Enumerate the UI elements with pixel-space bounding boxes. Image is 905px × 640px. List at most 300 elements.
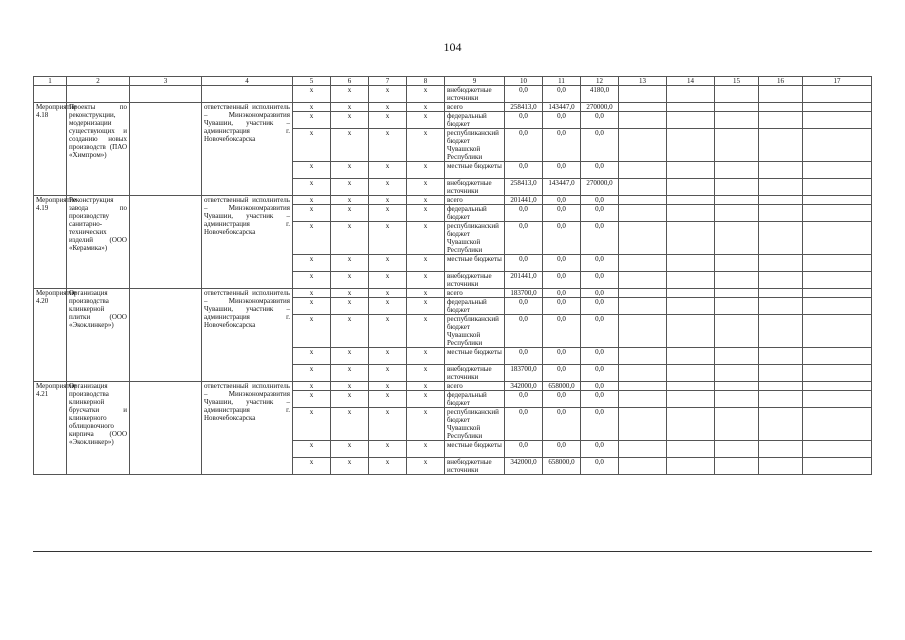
cell-x: х	[331, 86, 369, 103]
funding-source: всего	[445, 196, 505, 205]
empty-cell	[759, 103, 803, 112]
cell-x: х	[293, 458, 331, 475]
value-col11: 0,0	[543, 196, 581, 205]
empty-cell	[759, 298, 803, 315]
cell-x: х	[331, 382, 369, 391]
col-header-11: 11	[543, 77, 581, 86]
cell-x: х	[407, 315, 445, 348]
continued-row	[34, 86, 872, 103]
col-header-13: 13	[619, 77, 667, 86]
empty-cell	[803, 196, 872, 205]
cell-x: х	[407, 205, 445, 222]
empty-cell	[619, 255, 667, 272]
empty-cell	[715, 255, 759, 272]
col-header-10: 10	[505, 77, 543, 86]
empty-cell	[667, 408, 715, 441]
value-col11: 658000,0	[543, 382, 581, 391]
cell-x: х	[293, 391, 331, 408]
value-col12: 0,0	[581, 205, 619, 222]
cell-x: х	[369, 205, 407, 222]
empty-cell	[759, 129, 803, 162]
cell-x: х	[369, 112, 407, 129]
funding-source: внебюджетные источники	[445, 179, 505, 196]
cell-x: х	[331, 298, 369, 315]
cell-x: х	[293, 86, 331, 103]
empty-cell	[759, 458, 803, 475]
value-col10: 0,0	[505, 255, 543, 272]
empty-cell	[803, 382, 872, 391]
empty-cell	[619, 289, 667, 298]
cell-x: х	[331, 205, 369, 222]
empty-cell	[667, 289, 715, 298]
empty-cell	[619, 196, 667, 205]
empty-cell	[667, 255, 715, 272]
value-col12: 0,0	[581, 458, 619, 475]
funding-source: всего	[445, 382, 505, 391]
event-id: Мероприятие 4.21	[34, 382, 67, 475]
cell-x: х	[407, 162, 445, 179]
event-executor: ответственный исполнитель – Минэкономразвития Чувашии, участник – администрация г. Новочебоксарска	[202, 196, 293, 289]
table-row	[34, 103, 872, 112]
empty-cell	[759, 391, 803, 408]
value-col12: 0,0	[581, 255, 619, 272]
cell-x: х	[407, 129, 445, 162]
value-col10: 183700,0	[505, 365, 543, 382]
empty-cell	[715, 129, 759, 162]
funding-source: внебюджетные источники	[445, 86, 505, 103]
empty-cell	[715, 408, 759, 441]
empty-cell	[715, 205, 759, 222]
event-name: Организация производства клинкерной плитки (ООО «Экоклинкер»)	[67, 289, 130, 382]
value-col11: 0,0	[543, 272, 581, 289]
empty-cell	[715, 391, 759, 408]
event-executor: ответственный исполнитель – Минэкономразвития Чувашии, участник – администрация г. Новочебоксарска	[202, 382, 293, 475]
funding-source: республиканский бюджет Чувашской Республики	[445, 129, 505, 162]
value-col11: 0,0	[543, 112, 581, 129]
value-col10: 342000,0	[505, 458, 543, 475]
cell-x: х	[407, 272, 445, 289]
value-col11: 0,0	[543, 255, 581, 272]
event-id: Мероприятие 4.18	[34, 103, 67, 196]
empty-cell	[759, 348, 803, 365]
col-header-12: 12	[581, 77, 619, 86]
funding-source: внебюджетные источники	[445, 272, 505, 289]
value-col12: 0,0	[581, 298, 619, 315]
cell-x: х	[407, 441, 445, 458]
empty-cell	[803, 298, 872, 315]
cell-x: х	[293, 179, 331, 196]
cell-x: х	[369, 441, 407, 458]
empty-cell	[667, 103, 715, 112]
cell-x: х	[331, 196, 369, 205]
event-id: Мероприятие 4.20	[34, 289, 67, 382]
empty-cell	[619, 103, 667, 112]
event-col3	[130, 382, 202, 475]
empty-cell	[619, 129, 667, 162]
empty-cell	[715, 222, 759, 255]
cell-x: х	[407, 112, 445, 129]
value-col11: 0,0	[543, 391, 581, 408]
cell-x: х	[407, 365, 445, 382]
event-col3	[130, 196, 202, 289]
cell-x: х	[369, 272, 407, 289]
cell-x: х	[293, 315, 331, 348]
value-col11: 0,0	[543, 222, 581, 255]
empty-cell	[619, 458, 667, 475]
value-col12: 0,0	[581, 196, 619, 205]
cell-x: х	[293, 298, 331, 315]
cell-x: х	[331, 391, 369, 408]
value-col11: 0,0	[543, 205, 581, 222]
event-name: Проекты по реконструкции, модернизации существующих и созданию новых производств (ПАО «Химпром»)	[67, 103, 130, 196]
empty-cell	[619, 298, 667, 315]
value-col11: 0,0	[543, 315, 581, 348]
cell-x: х	[369, 129, 407, 162]
cell-x: х	[331, 458, 369, 475]
empty-cell	[759, 382, 803, 391]
value-col10: 258413,0	[505, 179, 543, 196]
cell-x: х	[331, 272, 369, 289]
empty-cell	[715, 196, 759, 205]
cell-x: х	[407, 255, 445, 272]
empty-cell	[803, 129, 872, 162]
value-col10: 0,0	[505, 162, 543, 179]
col-header-15: 15	[715, 77, 759, 86]
col-header-14: 14	[667, 77, 715, 86]
empty-cell	[759, 112, 803, 129]
empty-cell	[715, 162, 759, 179]
empty-cell	[715, 179, 759, 196]
empty-cell	[803, 179, 872, 196]
empty-cell	[759, 162, 803, 179]
value-col11: 0,0	[543, 162, 581, 179]
value-col12: 0,0	[581, 315, 619, 348]
cell-x: х	[407, 86, 445, 103]
value-col12: 0,0	[581, 289, 619, 298]
value-col12: 270000,0	[581, 103, 619, 112]
value-col10: 0,0	[505, 298, 543, 315]
column-number-row	[34, 77, 872, 86]
cell-x: х	[369, 458, 407, 475]
cell-x: х	[369, 179, 407, 196]
value-col11: 0,0	[543, 289, 581, 298]
value-col10: 342000,0	[505, 382, 543, 391]
value-col12: 0,0	[581, 348, 619, 365]
value-col12: 0,0	[581, 162, 619, 179]
event-executor: ответственный исполнитель – Минэкономразвития Чувашии, участник – администрация г. Новочебоксарска	[202, 289, 293, 382]
value-col11: 0,0	[543, 365, 581, 382]
empty-cell	[715, 382, 759, 391]
empty-cell	[667, 391, 715, 408]
cell-x: х	[407, 222, 445, 255]
cell-x: х	[331, 348, 369, 365]
empty-cell	[619, 272, 667, 289]
empty-cell	[667, 205, 715, 222]
empty-cell	[619, 179, 667, 196]
value-col10: 0,0	[505, 408, 543, 441]
funding-source: федеральный бюджет	[445, 205, 505, 222]
empty-cell	[715, 458, 759, 475]
event-name: Организация производства клинкерной брусчатки и клинкерного облицовочного кирпича (ООО «Экоклинкер»)	[67, 382, 130, 475]
cell-x: х	[369, 255, 407, 272]
empty-cell	[759, 272, 803, 289]
empty-cell	[667, 365, 715, 382]
col-header-7: 7	[369, 77, 407, 86]
col-header-4: 4	[202, 77, 293, 86]
funding-source: местные бюджеты	[445, 255, 505, 272]
value-col11: 658000,0	[543, 458, 581, 475]
empty-cell	[759, 315, 803, 348]
event-col3	[130, 103, 202, 196]
funding-source: республиканский бюджет Чувашской Республики	[445, 222, 505, 255]
empty-cell	[667, 162, 715, 179]
cell-x: х	[369, 315, 407, 348]
empty-cell	[803, 103, 872, 112]
empty-cell	[803, 162, 872, 179]
value-col10: 0,0	[505, 205, 543, 222]
cell-x: х	[331, 408, 369, 441]
cell-x: х	[293, 196, 331, 205]
cell-x: х	[369, 382, 407, 391]
cell-x: х	[293, 441, 331, 458]
col-header-5: 5	[293, 77, 331, 86]
funding-source: всего	[445, 289, 505, 298]
empty-cell	[803, 391, 872, 408]
value-col11: 143447,0	[543, 179, 581, 196]
empty-cell	[619, 222, 667, 255]
cell-x: х	[407, 179, 445, 196]
empty-cell	[619, 365, 667, 382]
cell-x: х	[331, 441, 369, 458]
value-col10: 0,0	[505, 391, 543, 408]
cell-x: х	[293, 205, 331, 222]
col-header-6: 6	[331, 77, 369, 86]
cell-x: х	[407, 382, 445, 391]
empty-cell	[667, 129, 715, 162]
empty-cell	[803, 222, 872, 255]
value-col11: 0,0	[543, 348, 581, 365]
empty-cell	[667, 382, 715, 391]
cell-x: х	[369, 196, 407, 205]
empty-cell	[619, 205, 667, 222]
cell-x: х	[293, 272, 331, 289]
cell-x: х	[369, 408, 407, 441]
cell-x: х	[407, 289, 445, 298]
value-col11: 0,0	[543, 441, 581, 458]
empty-cell	[759, 205, 803, 222]
table-row	[34, 382, 872, 391]
cell-x: х	[293, 289, 331, 298]
empty-cell	[715, 103, 759, 112]
value-col11: 0,0	[543, 408, 581, 441]
cell-x: х	[369, 348, 407, 365]
cell-x: х	[369, 298, 407, 315]
value-col10: 0,0	[505, 441, 543, 458]
value-col10: 0,0	[505, 112, 543, 129]
value-col10: 0,0	[505, 129, 543, 162]
funding-source: республиканский бюджет Чувашской Республики	[445, 315, 505, 348]
cell-x: х	[407, 408, 445, 441]
cell-x: х	[407, 348, 445, 365]
value-col12: 0,0	[581, 222, 619, 255]
cell-x: х	[293, 382, 331, 391]
table-row	[34, 196, 872, 205]
empty-cell	[759, 179, 803, 196]
event-col3	[130, 289, 202, 382]
cell-x: х	[369, 289, 407, 298]
empty-cell	[619, 408, 667, 441]
empty-cell	[803, 315, 872, 348]
empty-cell	[667, 298, 715, 315]
empty-cell	[803, 255, 872, 272]
empty-cell	[667, 222, 715, 255]
table-row	[34, 289, 872, 298]
empty-cell	[803, 441, 872, 458]
value-col10: 183700,0	[505, 289, 543, 298]
value-col10: 0,0	[505, 315, 543, 348]
cell-x: х	[331, 315, 369, 348]
value-col10: 258413,0	[505, 103, 543, 112]
table-bottom-rule	[33, 551, 872, 552]
value-col10: 201441,0	[505, 272, 543, 289]
cell-x: х	[331, 222, 369, 255]
funding-source: местные бюджеты	[445, 348, 505, 365]
value-col11: 0,0	[543, 129, 581, 162]
value-col12: 0,0	[581, 391, 619, 408]
empty-cell	[715, 365, 759, 382]
empty-cell	[619, 441, 667, 458]
empty-cell	[667, 112, 715, 129]
col-header-1: 1	[34, 77, 67, 86]
cell-x: х	[293, 112, 331, 129]
value-col11: 0,0	[543, 86, 581, 103]
empty-cell	[667, 441, 715, 458]
program-table	[33, 76, 872, 475]
page-number: 104	[443, 40, 462, 54]
empty-cell	[667, 458, 715, 475]
event-name: Реконструкция завода по производству санитарно-технических изделий (ООО «Керамика»)	[67, 196, 130, 289]
cell-x: х	[293, 222, 331, 255]
empty-cell	[759, 289, 803, 298]
cell-x: х	[331, 162, 369, 179]
empty-cell	[803, 205, 872, 222]
col-header-17: 17	[803, 77, 872, 86]
cell-x: х	[293, 408, 331, 441]
cell-x: х	[331, 179, 369, 196]
empty-cell	[759, 255, 803, 272]
cell-x: х	[293, 255, 331, 272]
col-header-9: 9	[445, 77, 505, 86]
empty-cell	[715, 298, 759, 315]
cell-x: х	[369, 365, 407, 382]
empty-cell	[715, 112, 759, 129]
value-col10: 201441,0	[505, 196, 543, 205]
value-col12: 0,0	[581, 408, 619, 441]
empty-cell	[803, 408, 872, 441]
empty-cell	[667, 179, 715, 196]
col-header-2: 2	[67, 77, 130, 86]
event-executor: ответственный исполнитель – Минэкономразвития Чувашии, участник – администрация г. Новочебоксарска	[202, 103, 293, 196]
cell-x: х	[369, 86, 407, 103]
cell-x: х	[331, 255, 369, 272]
value-col12: 270000,0	[581, 179, 619, 196]
empty-cell	[759, 196, 803, 205]
empty-cell	[759, 222, 803, 255]
empty-cell	[715, 315, 759, 348]
empty-cell	[619, 112, 667, 129]
empty-cell	[667, 272, 715, 289]
empty-cell	[803, 348, 872, 365]
cell-x: х	[293, 129, 331, 162]
empty-cell	[619, 315, 667, 348]
funding-source: местные бюджеты	[445, 441, 505, 458]
cell-x: х	[331, 365, 369, 382]
cell-x: х	[407, 458, 445, 475]
col-header-3: 3	[130, 77, 202, 86]
empty-cell	[803, 272, 872, 289]
cell-x: х	[369, 162, 407, 179]
cell-x: х	[369, 103, 407, 112]
cell-x: х	[331, 112, 369, 129]
empty-cell	[715, 348, 759, 365]
cell-x: х	[293, 365, 331, 382]
value-col12: 0,0	[581, 112, 619, 129]
empty-cell	[803, 112, 872, 129]
funding-source: федеральный бюджет	[445, 298, 505, 315]
value-col11: 143447,0	[543, 103, 581, 112]
value-col12: 0,0	[581, 441, 619, 458]
value-col12: 4180,0	[581, 86, 619, 103]
value-col11: 0,0	[543, 298, 581, 315]
cell-x: х	[407, 196, 445, 205]
col-header-8: 8	[407, 77, 445, 86]
empty-cell	[803, 365, 872, 382]
funding-source: республиканский бюджет Чувашской Республики	[445, 408, 505, 441]
cell-x: х	[331, 129, 369, 162]
empty-cell	[715, 289, 759, 298]
col-header-16: 16	[759, 77, 803, 86]
empty-cell	[619, 348, 667, 365]
funding-source: внебюджетные источники	[445, 458, 505, 475]
empty-cell	[803, 289, 872, 298]
empty-cell	[667, 315, 715, 348]
value-col12: 0,0	[581, 365, 619, 382]
funding-source: федеральный бюджет	[445, 112, 505, 129]
cell-x: х	[407, 298, 445, 315]
funding-source: местные бюджеты	[445, 162, 505, 179]
empty-cell	[715, 441, 759, 458]
cell-x: х	[293, 162, 331, 179]
cell-x: х	[331, 289, 369, 298]
cell-x: х	[293, 348, 331, 365]
cell-x: х	[293, 103, 331, 112]
empty-cell	[759, 365, 803, 382]
empty-cell	[619, 391, 667, 408]
empty-cell	[803, 458, 872, 475]
cell-x: х	[407, 391, 445, 408]
empty-cell	[759, 441, 803, 458]
funding-source: всего	[445, 103, 505, 112]
value-col10: 0,0	[505, 86, 543, 103]
empty-cell	[715, 272, 759, 289]
cell-x: х	[369, 391, 407, 408]
cell-x: х	[369, 222, 407, 255]
value-col10: 0,0	[505, 222, 543, 255]
value-col12: 0,0	[581, 129, 619, 162]
empty-cell	[619, 162, 667, 179]
value-col12: 0,0	[581, 272, 619, 289]
empty-cell	[759, 408, 803, 441]
